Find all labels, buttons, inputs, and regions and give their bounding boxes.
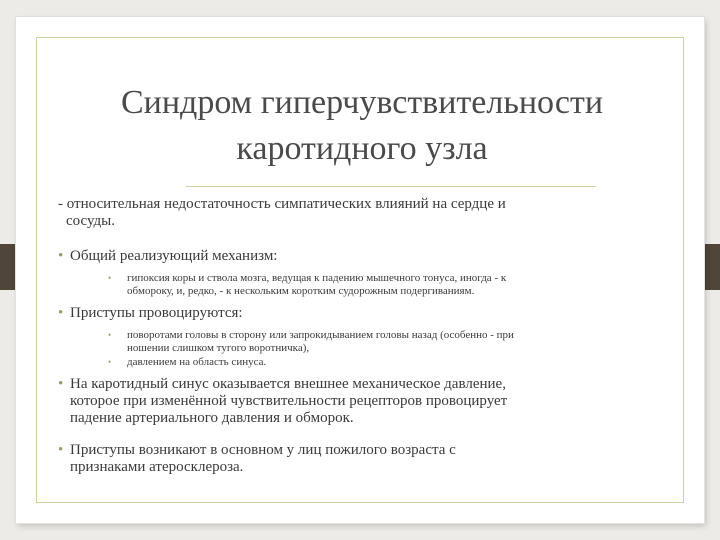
sub-bullet-line-2: обмороку, и, редко, - к нескольким коротким судорожным подергиваниям. bbox=[127, 285, 475, 297]
title-divider bbox=[186, 186, 596, 187]
intro-line-1: - относительная недостаточность симпатических влияний на сердце и bbox=[58, 196, 506, 212]
bullet-dot: • bbox=[58, 305, 64, 321]
bullet-line-3: падение артериального давления и обморок. bbox=[70, 410, 354, 426]
intro-line-2: сосуды. bbox=[66, 213, 116, 229]
bullet-provocation bbox=[58, 305, 660, 322]
sub-bullet-hypoxia bbox=[108, 272, 642, 298]
bullet-mechanism bbox=[58, 248, 660, 265]
bullet-dot: • bbox=[58, 376, 64, 392]
sub-bullet-line-1: гипоксия коры и ствола мозга, ведущая к падению мышечного тонуса, иногда - к bbox=[127, 272, 507, 284]
bullet-carotid-pressure bbox=[58, 376, 660, 427]
bullet-line-2: признаками атеросклероза. bbox=[70, 459, 244, 475]
sub-bullet-dot: • bbox=[108, 330, 112, 340]
bullet-dot: • bbox=[58, 442, 64, 458]
sub-bullet-line-2: ношении слишком тугого воротничка), bbox=[127, 342, 310, 354]
sub-bullet-dot: • bbox=[108, 273, 112, 283]
intro-paragraph bbox=[58, 196, 658, 230]
sub-bullet-line-1: давлением на область синуса. bbox=[127, 356, 267, 368]
sub-bullet-pressure bbox=[108, 356, 642, 369]
title-line-1: Синдром гиперчувствительности bbox=[120, 84, 604, 121]
bullet-text: Приступы провоцируются: bbox=[70, 305, 243, 321]
title-line-2: каротидного узла bbox=[236, 130, 488, 167]
bullet-line-1: На каротидный синус оказывается внешнее механическое давление, bbox=[70, 376, 506, 392]
bullet-line-2: которое при изменённой чувствительности рецепторов провоцирует bbox=[70, 393, 508, 409]
bullet-text: Общий реализующий механизм: bbox=[70, 248, 278, 264]
bullet-elderly bbox=[58, 442, 660, 476]
sub-bullet-line-1: поворотами головы в сторону или запрокидыванием головы назад (особенно - при bbox=[127, 329, 514, 341]
sub-bullet-head-turn bbox=[108, 329, 642, 355]
bullet-dot: • bbox=[58, 248, 64, 264]
slide-title bbox=[60, 80, 664, 172]
bullet-line-1: Приступы возникают в основном у лиц пожилого возраста с bbox=[70, 442, 456, 458]
sub-bullet-dot: • bbox=[108, 357, 112, 367]
